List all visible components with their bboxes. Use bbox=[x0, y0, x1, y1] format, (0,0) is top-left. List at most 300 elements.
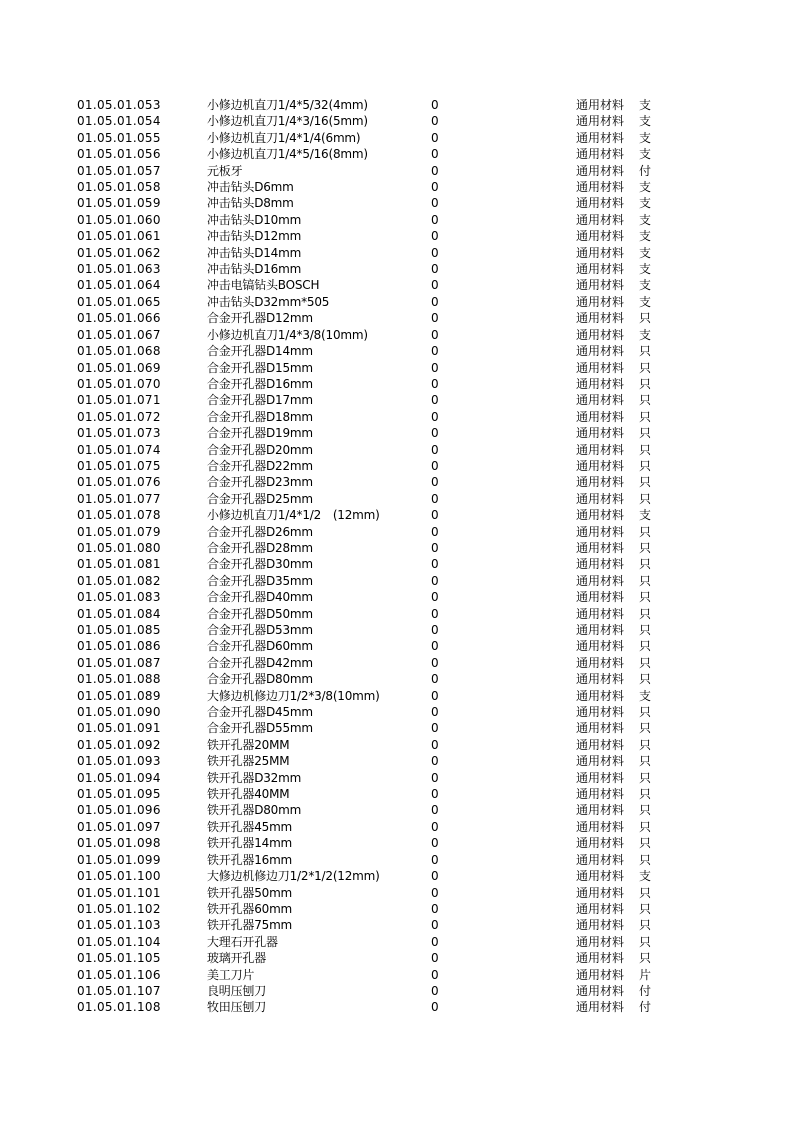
item-unit: 只 bbox=[639, 573, 652, 588]
item-code: 01.05.01.074 bbox=[77, 442, 161, 457]
item-code: 01.05.01.063 bbox=[77, 262, 161, 277]
item-category: 通用材料 bbox=[576, 787, 625, 802]
item-code: 01.05.01.061 bbox=[77, 229, 161, 244]
item-name: 铁开孔器75mm bbox=[207, 918, 293, 933]
item-code: 01.05.01.058 bbox=[77, 180, 161, 195]
item-unit: 只 bbox=[639, 901, 652, 916]
item-name: 合金开孔器D12mm bbox=[207, 311, 313, 326]
item-code: 01.05.01.095 bbox=[77, 787, 161, 802]
item-unit: 只 bbox=[639, 787, 652, 802]
item-unit: 支 bbox=[639, 98, 652, 112]
item-category: 通用材料 bbox=[576, 951, 625, 966]
item-category: 通用材料 bbox=[576, 409, 625, 424]
item-category: 通用材料 bbox=[576, 623, 625, 637]
table-row bbox=[0, 967, 793, 983]
table-row bbox=[0, 425, 793, 441]
item-quantity: 0 bbox=[431, 918, 439, 933]
item-quantity: 0 bbox=[431, 672, 439, 687]
item-category: 通用材料 bbox=[576, 163, 625, 178]
table-row bbox=[0, 277, 793, 293]
item-category: 通用材料 bbox=[576, 967, 625, 982]
item-category: 通用材料 bbox=[576, 458, 625, 473]
table-row bbox=[0, 688, 793, 704]
item-quantity: 0 bbox=[431, 688, 439, 703]
item-category: 通用材料 bbox=[576, 229, 625, 244]
item-name: 小修边机直刀1/4*5/32(4mm) bbox=[207, 98, 368, 112]
item-category: 通用材料 bbox=[576, 754, 625, 769]
item-quantity: 0 bbox=[431, 606, 439, 621]
item-category: 通用材料 bbox=[576, 278, 625, 293]
item-quantity: 0 bbox=[431, 344, 439, 359]
table-row bbox=[0, 786, 793, 802]
item-code: 01.05.01.064 bbox=[77, 278, 161, 293]
item-name: 铁开孔器D80mm bbox=[207, 803, 302, 818]
item-unit: 支 bbox=[639, 229, 652, 244]
item-code: 01.05.01.080 bbox=[77, 540, 161, 555]
item-unit: 只 bbox=[639, 623, 652, 637]
item-quantity: 0 bbox=[431, 623, 439, 637]
item-category: 通用材料 bbox=[576, 803, 625, 818]
item-category: 通用材料 bbox=[576, 180, 625, 195]
table-row bbox=[0, 474, 793, 490]
item-code: 01.05.01.092 bbox=[77, 737, 161, 752]
item-category: 通用材料 bbox=[576, 360, 625, 375]
item-quantity: 0 bbox=[431, 524, 439, 539]
item-code: 01.05.01.099 bbox=[77, 852, 161, 867]
item-category: 通用材料 bbox=[576, 901, 625, 916]
item-quantity: 0 bbox=[431, 376, 439, 391]
table-row bbox=[0, 507, 793, 523]
item-unit: 只 bbox=[639, 737, 652, 752]
item-name: 小修边机直刀1/4*5/16(8mm) bbox=[207, 147, 368, 162]
item-unit: 只 bbox=[639, 442, 652, 457]
table-row bbox=[0, 589, 793, 605]
item-category: 通用材料 bbox=[576, 393, 625, 408]
item-name: 冲击钻头D12mm bbox=[207, 229, 302, 244]
item-category: 通用材料 bbox=[576, 721, 625, 736]
table-row bbox=[0, 343, 793, 359]
item-category: 通用材料 bbox=[576, 475, 625, 490]
item-unit: 支 bbox=[639, 294, 652, 309]
item-name: 合金开孔器D19mm bbox=[207, 426, 313, 441]
item-name: 合金开孔器D25mm bbox=[207, 491, 313, 506]
item-code: 01.05.01.093 bbox=[77, 754, 161, 769]
item-name: 美工刀片 bbox=[207, 967, 255, 982]
item-name: 冲击钻头D32mm*505 bbox=[207, 294, 330, 309]
item-quantity: 0 bbox=[431, 229, 439, 244]
item-quantity: 0 bbox=[431, 98, 439, 112]
item-code: 01.05.01.107 bbox=[77, 983, 161, 998]
item-unit: 支 bbox=[639, 196, 652, 211]
item-quantity: 0 bbox=[431, 869, 439, 884]
item-code: 01.05.01.103 bbox=[77, 918, 161, 933]
item-quantity: 0 bbox=[431, 655, 439, 670]
item-name: 合金开孔器D28mm bbox=[207, 540, 313, 555]
item-code: 01.05.01.094 bbox=[77, 770, 161, 785]
item-unit: 只 bbox=[639, 524, 652, 539]
item-category: 通用材料 bbox=[576, 573, 625, 588]
item-category: 通用材料 bbox=[576, 836, 625, 851]
item-unit: 支 bbox=[639, 130, 652, 145]
table-row bbox=[0, 146, 793, 162]
item-unit: 支 bbox=[639, 262, 652, 277]
item-category: 通用材料 bbox=[576, 508, 625, 523]
item-name: 铁开孔器60mm bbox=[207, 901, 293, 916]
item-code: 01.05.01.086 bbox=[77, 639, 161, 654]
item-code: 01.05.01.101 bbox=[77, 885, 161, 900]
item-name: 铁开孔器14mm bbox=[207, 836, 293, 851]
table-row bbox=[0, 524, 793, 540]
item-name: 小修边机直刀1/4*3/8(10mm) bbox=[207, 327, 368, 342]
item-quantity: 0 bbox=[431, 393, 439, 408]
item-code: 01.05.01.100 bbox=[77, 869, 161, 884]
item-unit: 付 bbox=[639, 983, 652, 998]
table-row bbox=[0, 671, 793, 687]
item-quantity: 0 bbox=[431, 721, 439, 736]
item-category: 通用材料 bbox=[576, 426, 625, 441]
item-category: 通用材料 bbox=[576, 819, 625, 834]
item-code: 01.05.01.098 bbox=[77, 836, 161, 851]
item-category: 通用材料 bbox=[576, 852, 625, 867]
table-row bbox=[0, 376, 793, 392]
item-quantity: 0 bbox=[431, 803, 439, 818]
item-code: 01.05.01.104 bbox=[77, 934, 161, 949]
item-quantity: 0 bbox=[431, 951, 439, 966]
item-code: 01.05.01.066 bbox=[77, 311, 161, 326]
item-category: 通用材料 bbox=[576, 934, 625, 949]
item-quantity: 0 bbox=[431, 409, 439, 424]
table-row bbox=[0, 163, 793, 179]
item-unit: 只 bbox=[639, 606, 652, 621]
item-unit: 支 bbox=[639, 327, 652, 342]
item-unit: 只 bbox=[639, 491, 652, 506]
item-code: 01.05.01.084 bbox=[77, 606, 161, 621]
item-quantity: 0 bbox=[431, 147, 439, 162]
table-row bbox=[0, 885, 793, 901]
item-quantity: 0 bbox=[431, 540, 439, 555]
item-category: 通用材料 bbox=[576, 196, 625, 211]
material-list-table bbox=[0, 97, 793, 1016]
item-category: 通用材料 bbox=[576, 606, 625, 621]
table-row bbox=[0, 540, 793, 556]
item-name: 冲击钻头D16mm bbox=[207, 262, 302, 277]
item-quantity: 0 bbox=[431, 705, 439, 720]
item-name: 铁开孔器16mm bbox=[207, 852, 293, 867]
table-row bbox=[0, 442, 793, 458]
item-unit: 只 bbox=[639, 934, 652, 949]
item-quantity: 0 bbox=[431, 754, 439, 769]
item-code: 01.05.01.068 bbox=[77, 344, 161, 359]
item-code: 01.05.01.054 bbox=[77, 114, 161, 129]
item-name: 合金开孔器D42mm bbox=[207, 655, 313, 670]
table-row bbox=[0, 770, 793, 786]
table-row bbox=[0, 983, 793, 999]
item-name: 大修边机修边刀1/2*1/2(12mm) bbox=[207, 869, 380, 884]
item-category: 通用材料 bbox=[576, 705, 625, 720]
item-name: 良明压刨刀 bbox=[207, 983, 267, 998]
item-unit: 支 bbox=[639, 114, 652, 129]
table-row bbox=[0, 179, 793, 195]
item-category: 通用材料 bbox=[576, 1000, 625, 1015]
table-row bbox=[0, 130, 793, 146]
item-quantity: 0 bbox=[431, 787, 439, 802]
item-unit: 只 bbox=[639, 705, 652, 720]
item-name: 冲击电镐钻头BOSCH bbox=[207, 278, 320, 293]
item-unit: 只 bbox=[639, 311, 652, 326]
table-row bbox=[0, 737, 793, 753]
item-category: 通用材料 bbox=[576, 737, 625, 752]
table-row bbox=[0, 852, 793, 868]
table-row bbox=[0, 901, 793, 917]
item-code: 01.05.01.076 bbox=[77, 475, 161, 490]
item-unit: 只 bbox=[639, 376, 652, 391]
table-row bbox=[0, 458, 793, 474]
item-quantity: 0 bbox=[431, 360, 439, 375]
item-code: 01.05.01.087 bbox=[77, 655, 161, 670]
item-code: 01.05.01.097 bbox=[77, 819, 161, 834]
item-category: 通用材料 bbox=[576, 540, 625, 555]
item-name: 合金开孔器D14mm bbox=[207, 344, 313, 359]
item-category: 通用材料 bbox=[576, 147, 625, 162]
item-unit: 支 bbox=[639, 147, 652, 162]
item-name: 小修边机直刀1/4*3/16(5mm) bbox=[207, 114, 368, 129]
item-unit: 只 bbox=[639, 672, 652, 687]
item-name: 合金开孔器D16mm bbox=[207, 376, 313, 391]
item-unit: 片 bbox=[639, 967, 652, 982]
item-name: 牧田压刨刀 bbox=[207, 1000, 267, 1015]
item-quantity: 0 bbox=[431, 163, 439, 178]
item-unit: 只 bbox=[639, 770, 652, 785]
item-quantity: 0 bbox=[431, 967, 439, 982]
item-category: 通用材料 bbox=[576, 114, 625, 129]
item-quantity: 0 bbox=[431, 196, 439, 211]
item-name: 铁开孔器20MM bbox=[207, 737, 290, 752]
item-name: 合金开孔器D22mm bbox=[207, 458, 313, 473]
item-unit: 只 bbox=[639, 475, 652, 490]
item-unit: 付 bbox=[639, 163, 652, 178]
item-name: 冲击钻头D14mm bbox=[207, 245, 302, 260]
table-row bbox=[0, 97, 793, 113]
item-category: 通用材料 bbox=[576, 262, 625, 277]
item-quantity: 0 bbox=[431, 983, 439, 998]
item-quantity: 0 bbox=[431, 311, 439, 326]
item-name: 冲击钻头D6mm bbox=[207, 180, 294, 195]
item-name: 合金开孔器D55mm bbox=[207, 721, 313, 736]
item-name: 大修边机修边刀1/2*3/8(10mm) bbox=[207, 688, 380, 703]
item-name: 合金开孔器D45mm bbox=[207, 705, 313, 720]
table-row bbox=[0, 491, 793, 507]
item-code: 01.05.01.106 bbox=[77, 967, 161, 982]
item-category: 通用材料 bbox=[576, 869, 625, 884]
item-quantity: 0 bbox=[431, 901, 439, 916]
item-unit: 支 bbox=[639, 212, 652, 227]
item-code: 01.05.01.089 bbox=[77, 688, 161, 703]
item-name: 合金开孔器D60mm bbox=[207, 639, 313, 654]
item-unit: 支 bbox=[639, 278, 652, 293]
item-name: 元板牙 bbox=[207, 163, 243, 178]
table-row bbox=[0, 228, 793, 244]
item-code: 01.05.01.056 bbox=[77, 147, 161, 162]
table-row bbox=[0, 655, 793, 671]
item-name: 合金开孔器D40mm bbox=[207, 590, 313, 605]
table-row bbox=[0, 113, 793, 129]
item-name: 合金开孔器D80mm bbox=[207, 672, 313, 687]
table-row bbox=[0, 212, 793, 228]
item-category: 通用材料 bbox=[576, 327, 625, 342]
item-name: 冲击钻头D8mm bbox=[207, 196, 294, 211]
item-quantity: 0 bbox=[431, 426, 439, 441]
item-quantity: 0 bbox=[431, 491, 439, 506]
item-code: 01.05.01.079 bbox=[77, 524, 161, 539]
item-quantity: 0 bbox=[431, 819, 439, 834]
item-name: 铁开孔器50mm bbox=[207, 885, 293, 900]
table-row bbox=[0, 409, 793, 425]
table-row bbox=[0, 556, 793, 572]
item-category: 通用材料 bbox=[576, 311, 625, 326]
item-quantity: 0 bbox=[431, 294, 439, 309]
item-category: 通用材料 bbox=[576, 655, 625, 670]
item-name: 小修边机直刀1/4*1/2 (12mm) bbox=[207, 508, 380, 523]
item-code: 01.05.01.082 bbox=[77, 573, 161, 588]
item-quantity: 0 bbox=[431, 836, 439, 851]
item-code: 01.05.01.102 bbox=[77, 901, 161, 916]
item-code: 01.05.01.085 bbox=[77, 623, 161, 637]
item-quantity: 0 bbox=[431, 180, 439, 195]
item-code: 01.05.01.070 bbox=[77, 376, 161, 391]
table-row bbox=[0, 622, 793, 638]
table-row bbox=[0, 999, 793, 1015]
table-row bbox=[0, 917, 793, 933]
table-row bbox=[0, 819, 793, 835]
item-category: 通用材料 bbox=[576, 983, 625, 998]
item-category: 通用材料 bbox=[576, 918, 625, 933]
item-category: 通用材料 bbox=[576, 294, 625, 309]
item-quantity: 0 bbox=[431, 1000, 439, 1015]
item-quantity: 0 bbox=[431, 885, 439, 900]
item-category: 通用材料 bbox=[576, 639, 625, 654]
item-unit: 只 bbox=[639, 819, 652, 834]
item-category: 通用材料 bbox=[576, 688, 625, 703]
item-quantity: 0 bbox=[431, 114, 439, 129]
item-code: 01.05.01.090 bbox=[77, 705, 161, 720]
table-row bbox=[0, 195, 793, 211]
item-unit: 只 bbox=[639, 721, 652, 736]
item-quantity: 0 bbox=[431, 327, 439, 342]
item-quantity: 0 bbox=[431, 245, 439, 260]
item-quantity: 0 bbox=[431, 508, 439, 523]
item-unit: 只 bbox=[639, 639, 652, 654]
item-category: 通用材料 bbox=[576, 524, 625, 539]
item-name: 合金开孔器D35mm bbox=[207, 573, 313, 588]
item-name: 铁开孔器25MM bbox=[207, 754, 290, 769]
table-row bbox=[0, 327, 793, 343]
item-unit: 只 bbox=[639, 409, 652, 424]
item-category: 通用材料 bbox=[576, 130, 625, 145]
item-code: 01.05.01.096 bbox=[77, 803, 161, 818]
item-category: 通用材料 bbox=[576, 672, 625, 687]
item-quantity: 0 bbox=[431, 557, 439, 572]
item-unit: 只 bbox=[639, 344, 652, 359]
item-unit: 支 bbox=[639, 508, 652, 523]
table-row bbox=[0, 573, 793, 589]
item-code: 01.05.01.065 bbox=[77, 294, 161, 309]
item-quantity: 0 bbox=[431, 442, 439, 457]
table-row bbox=[0, 606, 793, 622]
table-row bbox=[0, 802, 793, 818]
item-unit: 只 bbox=[639, 655, 652, 670]
item-quantity: 0 bbox=[431, 590, 439, 605]
item-name: 冲击钻头D10mm bbox=[207, 212, 302, 227]
item-name: 铁开孔器45mm bbox=[207, 819, 293, 834]
item-unit: 只 bbox=[639, 885, 652, 900]
item-name: 玻璃开孔器 bbox=[207, 951, 267, 966]
item-name: 铁开孔器D32mm bbox=[207, 770, 302, 785]
item-code: 01.05.01.059 bbox=[77, 196, 161, 211]
item-unit: 只 bbox=[639, 918, 652, 933]
item-unit: 只 bbox=[639, 557, 652, 572]
item-category: 通用材料 bbox=[576, 770, 625, 785]
item-quantity: 0 bbox=[431, 639, 439, 654]
item-unit: 只 bbox=[639, 951, 652, 966]
item-code: 01.05.01.077 bbox=[77, 491, 161, 506]
item-name: 合金开孔器D50mm bbox=[207, 606, 313, 621]
item-unit: 只 bbox=[639, 393, 652, 408]
item-quantity: 0 bbox=[431, 573, 439, 588]
item-code: 01.05.01.091 bbox=[77, 721, 161, 736]
table-row bbox=[0, 638, 793, 654]
item-code: 01.05.01.078 bbox=[77, 508, 161, 523]
item-unit: 只 bbox=[639, 458, 652, 473]
item-code: 01.05.01.108 bbox=[77, 1000, 161, 1015]
item-unit: 只 bbox=[639, 754, 652, 769]
item-unit: 只 bbox=[639, 426, 652, 441]
table-row bbox=[0, 704, 793, 720]
table-row bbox=[0, 294, 793, 310]
item-name: 合金开孔器D23mm bbox=[207, 475, 313, 490]
item-quantity: 0 bbox=[431, 262, 439, 277]
table-row bbox=[0, 245, 793, 261]
table-row bbox=[0, 753, 793, 769]
item-code: 01.05.01.071 bbox=[77, 393, 161, 408]
item-code: 01.05.01.083 bbox=[77, 590, 161, 605]
item-unit: 付 bbox=[639, 1000, 652, 1015]
item-unit: 支 bbox=[639, 180, 652, 195]
table-row bbox=[0, 392, 793, 408]
item-code: 01.05.01.069 bbox=[77, 360, 161, 375]
table-row bbox=[0, 310, 793, 326]
item-name: 合金开孔器D53mm bbox=[207, 623, 313, 637]
item-code: 01.05.01.060 bbox=[77, 212, 161, 227]
item-code: 01.05.01.075 bbox=[77, 458, 161, 473]
table-row bbox=[0, 950, 793, 966]
item-code: 01.05.01.081 bbox=[77, 557, 161, 572]
item-unit: 只 bbox=[639, 590, 652, 605]
item-category: 通用材料 bbox=[576, 491, 625, 506]
item-name: 合金开孔器D18mm bbox=[207, 409, 313, 424]
item-name: 合金开孔器D20mm bbox=[207, 442, 313, 457]
item-unit: 支 bbox=[639, 869, 652, 884]
item-category: 通用材料 bbox=[576, 245, 625, 260]
item-code: 01.05.01.105 bbox=[77, 951, 161, 966]
item-quantity: 0 bbox=[431, 934, 439, 949]
item-quantity: 0 bbox=[431, 278, 439, 293]
item-unit: 只 bbox=[639, 540, 652, 555]
table-row bbox=[0, 868, 793, 884]
item-code: 01.05.01.073 bbox=[77, 426, 161, 441]
item-quantity: 0 bbox=[431, 458, 439, 473]
item-category: 通用材料 bbox=[576, 557, 625, 572]
item-category: 通用材料 bbox=[576, 590, 625, 605]
